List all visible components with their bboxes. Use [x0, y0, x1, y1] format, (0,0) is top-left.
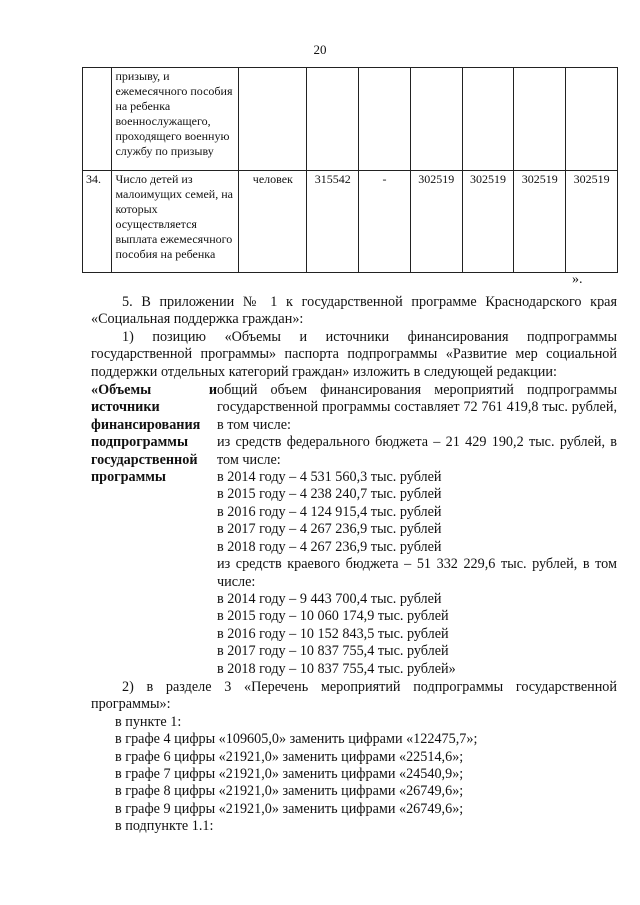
value-cell — [410, 68, 462, 171]
row-number — [83, 68, 112, 171]
federal-funding: из средств федерального бюджета – 21 429 190,2 тыс. рублей, в том числе: — [217, 434, 617, 468]
replacement-line: в графе 6 цифры «21921,0» заменить цифрами «22514,6»; — [115, 748, 464, 765]
value-cell: 302519 — [462, 171, 514, 273]
value-cell — [566, 68, 618, 171]
replacement-line: в графе 4 цифры «109605,0» заменить цифрами «122475,7»; — [115, 731, 478, 748]
table-closing-quote: ». — [572, 272, 583, 287]
total-funding: общий объем финансирования мероприятий подпрограммы государственной программы составляет 72 761 419,8 тыс. рублей, в том числе: — [217, 382, 617, 433]
paragraph-2: 2) в разделе 3 «Перечень мероприятий подпрограммы государственной программы»: — [91, 678, 617, 713]
federal-year-line: в 2014 году – 4 531 560,3 тыс. рублей — [217, 469, 442, 486]
regional-year-line: в 2016 году – 10 152 843,5 тыс. рублей — [217, 625, 449, 642]
value-cell: 302519 — [410, 171, 462, 273]
table-row — [83, 171, 618, 273]
passport-label — [91, 382, 217, 678]
row-number: 34. — [83, 171, 112, 273]
passport-block — [91, 382, 617, 678]
unit-cell: человек — [239, 171, 307, 273]
replacement-line: в графе 7 цифры «21921,0» заменить цифрами «24540,9»; — [115, 765, 464, 782]
indicators-table — [82, 67, 618, 273]
value-cell: 315542 — [307, 171, 359, 273]
value-cell — [514, 68, 566, 171]
federal-year-line: в 2017 году – 4 267 236,9 тыс. рублей — [217, 521, 442, 538]
point-1-line: в пункте 1: — [115, 713, 182, 730]
replacement-line: в графе 8 цифры «21921,0» заменить цифрами «26749,6»; — [115, 783, 464, 800]
value-cell: - — [359, 171, 411, 273]
paragraph-1: 1) позицию «Объемы и источники финансирования подпрограммы государственной программы» паспорта подпрограммы «Развитие мер социальной поддержки отдельных категорий граждан» изложить в следующей редакции: — [91, 328, 617, 380]
federal-year-line: в 2016 году – 4 124 915,4 тыс. рублей — [217, 503, 442, 520]
value-cell — [462, 68, 514, 171]
passport-label-rest: источники финансирования подпрограммы государственной программы — [91, 399, 201, 486]
unit-cell — [239, 68, 307, 171]
indicator-name: Число детей из малоимущих семей, на которых осуществляется выплата ежемесячного пособия на ребенка — [112, 171, 239, 273]
table-row — [83, 68, 618, 171]
regional-year-line: в 2015 году – 10 060 174,9 тыс. рублей — [217, 608, 449, 625]
value-cell: 302519 — [566, 171, 618, 273]
passport-label-and: и — [208, 382, 217, 399]
indicator-name: призыву, и ежемесячного пособия на ребенка военнослужащего, проходящего военную службу по призыву — [112, 68, 239, 171]
value-cell — [307, 68, 359, 171]
page-number: 20 — [313, 42, 327, 57]
passport-values — [217, 382, 617, 678]
regional-year-line: в 2017 году – 10 837 755,4 тыс. рублей — [217, 643, 449, 660]
value-cell: 302519 — [514, 171, 566, 273]
paragraph-5: 5. В приложении № 1 к государственной программе Краснодарского края «Социальная поддержка граждан»: — [91, 294, 617, 328]
passport-label-first: «Объемы — [91, 382, 152, 399]
regional-year-line: в 2018 году – 10 837 755,4 тыс. рублей» — [217, 660, 456, 677]
replacement-line: в графе 9 цифры «21921,0» заменить цифрами «26749,6»; — [115, 800, 464, 817]
value-cell — [359, 68, 411, 171]
regional-year-line: в 2014 году – 9 443 700,4 тыс. рублей — [217, 590, 442, 607]
subpoint-line: в подпункте 1.1: — [115, 818, 214, 835]
federal-year-line: в 2018 году – 4 267 236,9 тыс. рублей — [217, 538, 442, 555]
document-body — [91, 294, 617, 836]
regional-funding: из средств краевого бюджета – 51 332 229,6 тыс. рублей, в том числе: — [217, 556, 617, 590]
federal-year-line: в 2015 году – 4 238 240,7 тыс. рублей — [217, 486, 442, 503]
